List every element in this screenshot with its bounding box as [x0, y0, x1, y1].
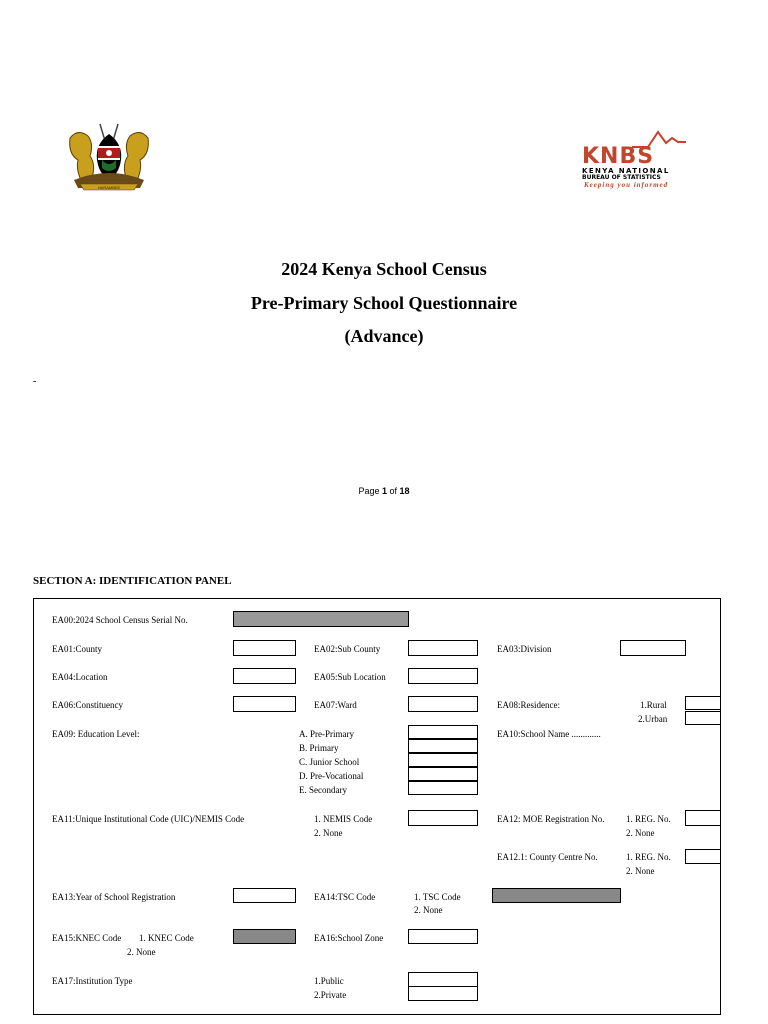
- ea12-option-none: 2. None: [626, 828, 655, 838]
- ea16-label: EA16:School Zone: [314, 933, 384, 943]
- section-heading: SECTION A: IDENTIFICATION PANEL: [33, 575, 232, 587]
- ea12-1-label: EA12.1: County Centre No.: [497, 852, 598, 862]
- ea11-option-none: 2. None: [314, 828, 343, 838]
- ea15-option-none: 2. None: [127, 947, 156, 957]
- ea08-rural-checkbox[interactable]: [685, 696, 721, 710]
- coat-of-arms-motto: HARAMBEE: [97, 185, 121, 190]
- ea13-year-field[interactable]: [233, 888, 296, 903]
- ea01-label: EA01:County: [52, 644, 103, 654]
- ea09-option-a: A. Pre-Primary: [299, 729, 354, 739]
- ea12-option-reg: 1. REG. No.: [626, 814, 671, 824]
- ea01-county-field[interactable]: [233, 640, 296, 656]
- ea00-label: EA00:2024 School Census Serial No.: [52, 615, 188, 625]
- ea12-1-option-none: 2. None: [626, 866, 655, 876]
- knbs-tagline: Keeping you informed: [584, 181, 669, 189]
- ea17-option-public: 1.Public: [314, 976, 344, 986]
- ea03-division-field[interactable]: [620, 640, 686, 656]
- ea17-public-checkbox[interactable]: [408, 972, 478, 987]
- kenya-coat-of-arms-logo: [60, 118, 158, 196]
- ea03-label: EA03:Division: [497, 644, 552, 654]
- ea08-urban-checkbox[interactable]: [685, 711, 721, 725]
- title-line-1: 2024 Kenya School Census: [281, 259, 487, 279]
- page-total: 18: [399, 486, 410, 496]
- ea14-option-tsc: 1. TSC Code: [414, 892, 461, 902]
- page-of: of: [387, 486, 400, 496]
- page-number: [0, 486, 768, 496]
- ea08-label: EA08:Residence:: [497, 700, 560, 710]
- knbs-line2: BUREAU OF STATISTICS: [582, 174, 661, 181]
- ea02-subcounty-field[interactable]: [408, 640, 478, 656]
- ea12-1-option-reg: 1. REG. No.: [626, 852, 671, 862]
- ea14-label: EA14:TSC Code: [314, 892, 376, 902]
- ea09-option-d: D. Pre-Vocational: [299, 771, 364, 781]
- ea06-constituency-field[interactable]: [233, 696, 296, 712]
- ea04-label: EA04:Location: [52, 672, 108, 682]
- ea09-checkbox-e[interactable]: [408, 781, 478, 795]
- ea06-label: EA06:Constituency: [52, 700, 123, 710]
- ea08-option-rural: 1.Rural: [640, 700, 667, 710]
- ea05-sublocation-field[interactable]: [408, 668, 478, 684]
- ea14-tsc-field[interactable]: [492, 888, 621, 903]
- knbs-abbr: KNBS: [582, 144, 655, 169]
- ea11-option-nemis: 1. NEMIS Code: [314, 814, 373, 824]
- ea09-label: EA09: Education Level:: [52, 729, 140, 739]
- ea17-private-checkbox[interactable]: [408, 986, 478, 1001]
- ea11-label: EA11:Unique Institutional Code (UIC)/NEMIS Code: [52, 814, 245, 824]
- ea09-option-e: E. Secondary: [299, 785, 347, 795]
- ea17-label: EA17:Institution Type: [52, 976, 133, 986]
- ea05-label: EA05:Sub Location: [314, 672, 386, 682]
- ea07-label: EA07:Ward: [314, 700, 357, 710]
- page-prefix: Page: [358, 486, 382, 496]
- ea14-option-none: 2. None: [414, 905, 443, 915]
- title-line-2: Pre-Primary School Questionnaire: [250, 293, 518, 313]
- ea02-label: EA02:Sub County: [314, 644, 381, 654]
- page-num: 1: [381, 486, 387, 496]
- ea11-nemis-field[interactable]: [408, 810, 478, 826]
- ea04-location-field[interactable]: [233, 668, 296, 684]
- ea12-reg-field[interactable]: [685, 810, 721, 826]
- stray-mark: -: [33, 376, 37, 387]
- knbs-line1: KENYA NATIONAL: [582, 167, 670, 175]
- ea10-label: EA10:School Name .............: [497, 729, 601, 739]
- ea15-label: EA15:KNEC Code: [52, 933, 122, 943]
- knbs-logo: [582, 130, 690, 192]
- ea13-label: EA13:Year of School Registration: [52, 892, 176, 902]
- ea15-option-knec: 1. KNEC Code: [139, 933, 194, 943]
- ea09-option-b: B. Primary: [299, 743, 339, 753]
- ea09-checkbox-a[interactable]: [408, 725, 478, 739]
- ea12-1-reg-field[interactable]: [685, 849, 721, 864]
- ea09-checkbox-c[interactable]: [408, 753, 478, 767]
- ea07-ward-field[interactable]: [408, 696, 478, 712]
- ea12-label: EA12: MOE Registration No.: [497, 814, 605, 824]
- ea15-knec-field[interactable]: [233, 929, 296, 944]
- ea08-option-urban: 2.Urban: [638, 714, 668, 724]
- ea09-option-c: C. Junior School: [299, 757, 360, 767]
- ea17-option-private: 2.Private: [314, 990, 347, 1000]
- title-line-3: (Advance): [344, 326, 424, 346]
- ea16-zone-field[interactable]: [408, 929, 478, 944]
- ea00-serial-field[interactable]: [233, 611, 409, 627]
- ea09-checkbox-d[interactable]: [408, 767, 478, 781]
- ea09-checkbox-b[interactable]: [408, 739, 478, 753]
